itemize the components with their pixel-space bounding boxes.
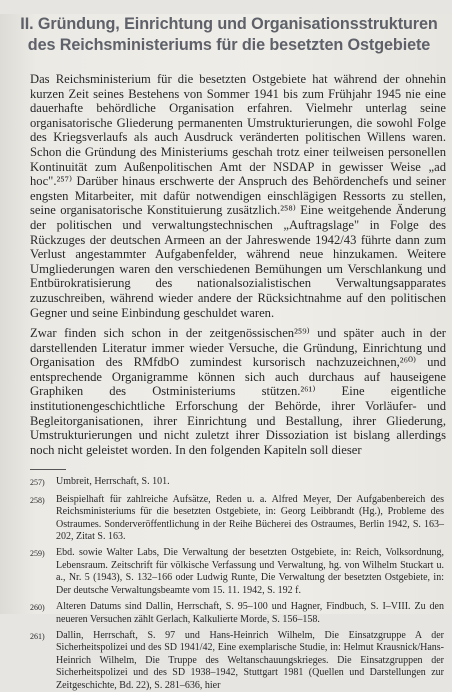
book-page	[0, 14, 452, 691]
footnote-number: 259)	[30, 549, 45, 559]
footnote-text: Ebd. sowie Walter Labs, Die Verwaltung der besetzten Ostgebiete, in: Reich, Volksordnung, Lebensraum. Zeitschrift für völkische Verfassung und Verwaltung, hg. von Wilhelm Stuckart u. a., Nr. 5 (1943), S. 132–166 oder Ludwig Runte, Die Verwaltung der besetzten Ostgebiete, in: Der deutsche Verwaltungsbeamte vom 15. 11. 1942, S. 192 f.	[56, 547, 444, 596]
footnote-separator	[30, 469, 66, 470]
footnote-text: Beispielhaft für zahlreiche Aufsätze, Reden u. a. Alfred Meyer, Der Aufgabenbereich des Reichsministeriums für die besetzten Ostgebiete, in: Georg Leibbrandt (Hg.), Probleme des Ostraumes. Sonderveröffentlichung in der Reihe Bücherei des Ostraumes, Berlin 1942, S. 163–202, Zitat S. 163.	[56, 493, 444, 543]
footnote-number: 260)	[30, 603, 45, 613]
chapter-heading	[20, 14, 438, 56]
footnote-number: 258)	[30, 495, 45, 505]
footnote	[30, 630, 444, 692]
footnote-number: 261)	[30, 631, 45, 641]
footnote	[30, 547, 444, 597]
footnote	[30, 601, 444, 626]
footnote-text: Alteren Datums sind Dallin, Herrschaft, S. 95–100 und Hagner, Findbuch, S. I–VIII. Zu den neueren Versuchen zählt Gerlach, Kalkulierte Morde, S. 156–158.	[56, 601, 444, 625]
paragraph: Das Reichsministerium für die besetzten Ostgebiete hat während der ohnehin kurzen Zeit seines Bestehens von Sommer 1941 bis zum Frühjahr 1945 nie eine dauerhafte behördliche Organisation erfahren. Vielmehr unterlag seine organisatorische Gliederung permanenten Umstrukturierungen, die sowohl Folge des Kriegsverlaufs als auch Ausdruck veränderten politischen Willens waren. Schon die Gründung des Ministeriums geschah trotz einer teilweisen personellen Kontinuität zum Außenpolitischen Amt der NSDAP in gewisser Weise „ad hoc".²⁵⁷⁾ Darüber hinaus erschwerte der Anspruch des Behördenchefs und seiner engsten Mitarbeiter, mit dafür notwendigen einschlägigen Ressorts zu stellen, seine organisatorische Konstituierung zusätzlich.²⁵⁸⁾ Eine weitgehende Änderung der politischen und verwaltungstechnischen „Auftragslage" in Folge des Rückzuges der deutschen Armeen an der Jahreswende 1942/43 führte dann zum Verlust angestammter Aufgabenfelder, während neue hinzukamen. Weitere Umgliederungen waren den verschiedenen Bemühungen um Verschlankung und Entbürokratisierung des nationalsozialistischen Verwaltungsapparates zuzuschreiben, während wieder andere der Rücksichtnahme auf den politischen Gegner und seine Einbindung geschuldet waren.	[30, 72, 446, 320]
footnotes	[30, 476, 444, 692]
footnote-text: Umbreit, Herrschaft, S. 101.	[56, 476, 170, 488]
chapter-heading-line-2: des Reichsministeriums für die besetzten Ostgebiete	[27, 36, 431, 54]
footnote-text: Dallin, Herrschaft, S. 97 und Hans-Heinrich Wilhelm, Die Einsatzgruppe A der Sicherheitspolizei und des SD 1941/42, Eine exemplarische Studie, in: Helmut Krausnick/Hans-Heinrich Wilhelm, Die Truppe des Weltanschauungskrieges. Die Einsatzgruppen der Sicherheitspolizei und des SD 1938–1942, Stuttgart 1981 (Quellen und Darstellungen zur Zeitgeschichte, Bd. 22), S. 281–636, hier	[56, 629, 444, 691]
footnote	[30, 476, 444, 489]
footnote	[30, 494, 444, 544]
chapter-heading-line-1: II. Gründung, Einrichtung und Organisationsstrukturen	[20, 15, 438, 33]
paragraph: Zwar finden sich schon in der zeitgenössischen²⁵⁹⁾ und später auch in der darstellenden Literatur immer wieder Versuche, die Gründung, Einrichtung und Organisation des RMfdbO zumindest kursorisch nachzuzeichnen,²⁶⁰⁾ und entsprechende Organigramme können sich auch durchaus auf hauseigene Graphiken des Ostministeriums stützen.²⁶¹⁾ Eine eigentliche institutionengeschichtliche Erforschung der Behörde, ihrer Vorläufer- und Begleitorganisationen, ihrer Einrichtung und Bestallung, ihrer Gliederung, Umstrukturierungen und nicht zuletzt ihrer Dissoziation ist bislang allerdings noch nicht geleistet worden. In den folgenden Kapiteln soll dieser	[30, 326, 446, 457]
footnote-number: 257)	[30, 478, 45, 488]
body-text	[30, 72, 446, 457]
